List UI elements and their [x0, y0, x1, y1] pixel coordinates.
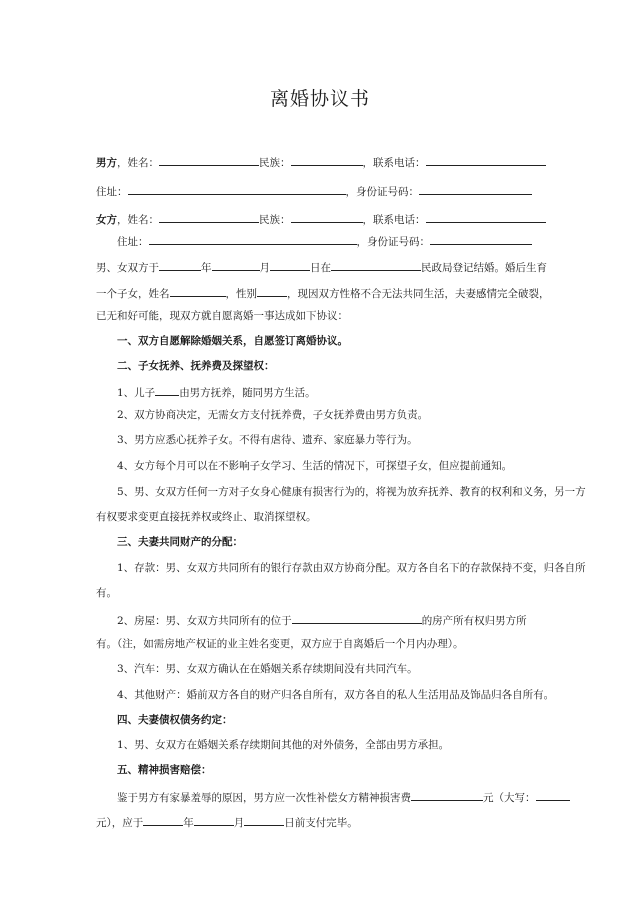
section-2-item-1	[117, 384, 544, 400]
wife-phone-field[interactable]	[426, 211, 546, 223]
compensation-amount-field[interactable]	[411, 789, 483, 801]
year-label: 年	[183, 817, 194, 829]
husband-name-field[interactable]	[159, 154, 259, 166]
husband-ethnicity-label: 民族：	[259, 157, 291, 169]
item-text: 元（大写：	[483, 792, 536, 804]
payment-day-field[interactable]	[244, 814, 284, 826]
section-4-item-1: 1、男、女双方在婚姻关系存续期间其他的对外债务，全部由男方承担。	[117, 739, 450, 751]
husband-ethnicity-field[interactable]	[291, 154, 363, 166]
intro-text: 一个子女，姓名	[96, 288, 170, 300]
wife-id-field[interactable]	[430, 233, 532, 245]
month-label: 月	[233, 817, 245, 829]
wife-name-field[interactable]	[159, 211, 259, 223]
wife-ethnicity-label: 民族：	[259, 214, 291, 226]
item-text: 2、房屋：男、女双方共同所有的位于	[117, 615, 292, 627]
wife-phone-label: ，联系电话：	[362, 214, 426, 226]
month-label: 月	[259, 262, 270, 274]
child-name-field[interactable]	[170, 285, 226, 297]
item-text: 鉴于男方有家暴羞辱的原因，男方应一次性补偿女方精神损害费	[117, 792, 411, 804]
husband-id-field[interactable]	[419, 183, 532, 195]
wife-address-line	[96, 233, 544, 249]
intro-line-3: 已无和好可能，现双方就自愿离婚一事达成如下协议：	[96, 310, 348, 322]
item-text: 由男方抚养，随同男方生活。	[179, 387, 316, 399]
section-2-item-3: 3、男方应悉心抚养子女。不得有虐待、遗弃、家庭暴力等行为。	[117, 434, 418, 446]
section-5-line-1	[117, 789, 544, 805]
husband-phone-label: ，联系电话：	[362, 157, 426, 169]
husband-info-line	[96, 154, 544, 170]
day-label: 日在	[310, 262, 331, 274]
husband-address-field[interactable]	[128, 183, 346, 195]
wife-name-label: ，姓名：	[117, 214, 159, 226]
compensation-uppercase-field[interactable]	[536, 789, 570, 801]
intro-line-2	[96, 285, 550, 301]
payment-year-field[interactable]	[143, 814, 183, 826]
section-3-item-1-line-1: 1、存款：男、女双方共同所有的银行存款由双方协商分配。双方各自名下的存款保持不变，归各自所	[117, 562, 586, 574]
section-5-heading: 五、精神损害赔偿：	[117, 764, 212, 776]
section-2-item-4: 4、女方每个月可以在不影响子女学习、生活的情况下，可探望子女，但应提前通知。	[117, 460, 513, 472]
property-location-field[interactable]	[292, 612, 422, 624]
intro-text: 民政局登记结婚。婚后生育	[421, 262, 547, 274]
item-text: 1、儿子	[117, 387, 156, 399]
wife-label: 女方	[96, 214, 117, 226]
wife-ethnicity-field[interactable]	[291, 211, 363, 223]
item-text: 日前支付完毕。	[284, 817, 358, 829]
section-5-line-2	[96, 814, 544, 830]
wife-id-label: ，身份证号码：	[356, 236, 430, 248]
document-title: 离婚协议书	[269, 88, 370, 110]
section-3-item-1-line-2: 有。	[96, 587, 117, 599]
wife-info-line	[96, 211, 544, 227]
marriage-day-field[interactable]	[270, 259, 310, 271]
section-2-item-5-line-1: 5、男、女双方任何一方对子女身心健康有损害行为的，将视为放弃抚养、教育的权利和义务，另一方	[117, 486, 586, 498]
section-3-item-2-line-2: 有。（注，如需房地产权证的业主姓名变更，双方应于自离婚后一个月内办理）。	[96, 638, 464, 650]
section-3-item-3: 3、汽车：男、女双方确认在在婚姻关系存续期间没有共同汽车。	[117, 663, 418, 675]
intro-text: ，性别	[225, 288, 257, 300]
wife-address-field[interactable]	[149, 233, 357, 245]
husband-label: 男方	[96, 157, 117, 169]
section-4-heading: 四、夫妻债权债务约定：	[117, 714, 233, 726]
wife-address-label: 住址：	[117, 236, 149, 248]
section-2-heading: 二、子女抚养、抚养费及探望权：	[117, 360, 275, 372]
husband-id-label: ，身份证号码：	[345, 186, 419, 198]
section-3-item-4: 4、其他财产：婚前双方各自的财产归各自所有，双方各自的私人生活用品及饰品归各自所有。	[117, 689, 555, 701]
child-gender-field[interactable]	[257, 285, 287, 297]
section-3-heading: 三、夫妻共同财产的分配：	[117, 536, 243, 548]
son-name-field[interactable]	[155, 384, 179, 396]
husband-phone-field[interactable]	[426, 154, 546, 166]
intro-line-1	[96, 259, 547, 275]
section-1-heading: 一、双方自愿解除婚姻关系，自愿签订离婚协议。	[117, 335, 348, 347]
husband-address-line	[96, 183, 544, 199]
section-3-item-2-line-1	[117, 612, 544, 628]
year-label: 年	[201, 262, 212, 274]
marriage-month-field[interactable]	[212, 259, 260, 271]
payment-month-field[interactable]	[194, 814, 234, 826]
registry-office-field[interactable]	[331, 259, 421, 271]
intro-text: ，现因双方性格不合无法共同生活，夫妻感情完全破裂，	[287, 288, 550, 300]
section-2-item-2: 2、双方协商决定，无需女方支付抚养费，子女抚养费由男方负责。	[117, 409, 429, 421]
husband-name-label: ，姓名：	[117, 157, 159, 169]
intro-text: 男、女双方于	[96, 262, 159, 274]
item-text: 的房产所有权归男方所	[421, 615, 527, 627]
husband-address-label: 住址：	[96, 186, 128, 198]
section-2-item-5-line-2: 有权要求变更直接抚养权或终止、取消探望权。	[96, 511, 317, 523]
marriage-year-field[interactable]	[159, 259, 201, 271]
item-text: 元），应于	[96, 817, 144, 829]
